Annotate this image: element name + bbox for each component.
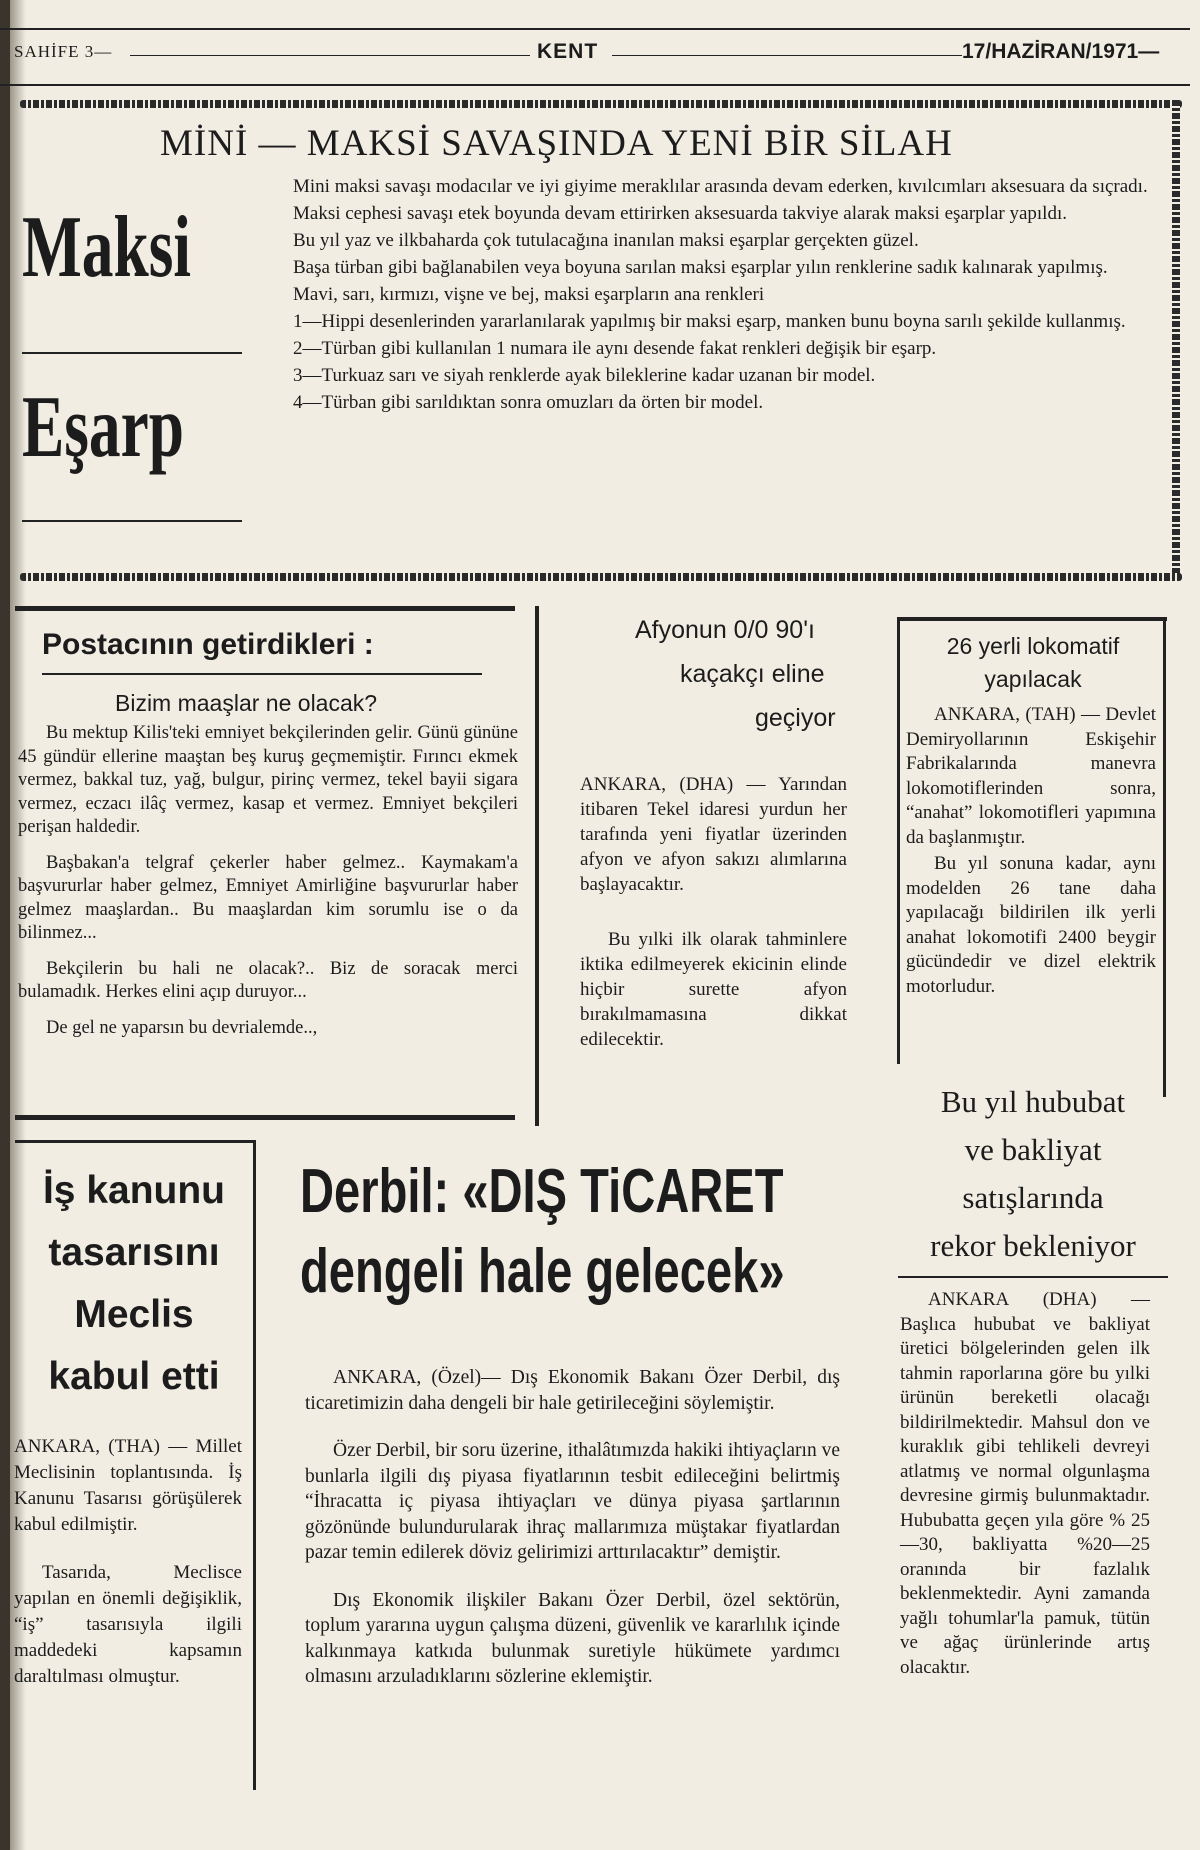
postman-body (18, 722, 518, 1042)
labor-headline (14, 1160, 254, 1408)
fashion-border-top (20, 100, 1182, 108)
harvest-headline-line: Bu yıl hububat (940, 1084, 1126, 1119)
fashion-paragraph: Bu yıl yaz ve ilkbaharda çok tutulacağına inanılan maksi eşarplar gerçekten güzel. (293, 230, 919, 251)
labor-headline-line: kabul etti (48, 1355, 220, 1398)
postman-title-underline (42, 673, 482, 675)
labor-headline-line: Meclis (74, 1293, 194, 1336)
postman-top-rule (15, 606, 515, 611)
side-title-divider (22, 352, 242, 354)
locomotive-top-rule (897, 617, 1167, 621)
fashion-paragraph: Mini maksi savaşı modacılar ve iyi giyime meraklılar arasında devam ederken, kıvılcımları aksesuara da sıçradı. (293, 176, 1148, 197)
derbil-headline-line: Derbil: «DIŞ TiCARET (300, 1157, 784, 1226)
paper-name: KENT (537, 40, 599, 63)
locomotive-left-rule (897, 617, 900, 1064)
issue-date: 17/HAZİRAN/1971— (962, 40, 1160, 63)
fashion-border-right (1172, 100, 1180, 580)
locomotive-body (906, 703, 1156, 1001)
afyon-paragraph: ANKARA, (DHA) — Yarından itibaren Tekel idaresi yurdun her tarafında yeni fiyatlar üzerinden afyon ve afyon sakızı alımlarına başlayacaktır. (580, 774, 847, 895)
harvest-headline-line: satışlarında (962, 1180, 1104, 1215)
locomotive-paragraph: ANKARA, (TAH) — Devlet Demiryollarının Eskişehir Fabrikalarında manevra lokomotiflerinden sonra, “anahat” lokomotifleri yapımına da başlanmıştır. (906, 704, 1156, 848)
masthead-line-left (130, 55, 530, 56)
labor-paragraph: ANKARA, (THA) — Millet Meclisinin toplantısında. İş Kanunu Tasarısı görüşülerek kabul edilmiştir. (14, 1436, 242, 1535)
derbil-body (305, 1365, 840, 1692)
side-title-divider-2 (22, 520, 242, 522)
postman-paragraph: De gel ne yaparsın bu devrialemde.., (46, 1017, 318, 1038)
locomotive-headline (903, 630, 1163, 696)
afyon-headline (580, 608, 880, 740)
page-binding-edge (0, 0, 10, 1850)
harvest-headline-line: ve bakliyat (964, 1132, 1102, 1167)
postman-subtitle: Bizim maaşlar ne olacak? (115, 690, 378, 716)
fashion-paragraph: Mavi, sarı, kırmızı, vişne ve bej, maksi eşarpların ana renkleri (293, 284, 765, 305)
labor-paragraph: Tasarıda, Meclisce yapılan en önemli değişiklik, “iş” tasarısıyla ilgili maddedeki kapsamın daraltılması olmuştur. (14, 1562, 242, 1687)
postman-right-rule (535, 606, 539, 1126)
harvest-body (900, 1288, 1150, 1682)
derbil-paragraph: Dış Ekonomik ilişkiler Bakanı Özer Derbil, özel sektörün, toplum yararına uygun çalışma düzeni, güvenlik ve kararlılık içinde kalkınmaya katkıda bulunmak suretiyle hükümete yardımcı olmasını arzuladıklarını sözlerine eklemiştir. (305, 1589, 840, 1687)
fashion-paragraph: 3—Turkuaz sarı ve siyah renklerde ayak bileklerine kadar uzanan bir model. (293, 365, 876, 386)
fashion-headline: MİNİ — MAKSİ SAVAŞINDA YENİ BİR SİLAH (160, 123, 953, 164)
locomotive-paragraph: Bu yıl sonuna kadar, aynı modelden 26 tane daha yapılacağı bildirilen ilk yerli anahat lokomotifi 2400 beygir gücündedir ve dizel elektrik motorludur. (906, 853, 1156, 997)
labor-headline-line: tasarısını (48, 1231, 220, 1274)
harvest-paragraph: ANKARA (DHA) — Başlıca hububat ve bakliyat üretici bölgelerinden gelen ilk tahmin raporlarına göre bu yılki ürünün bereketli olacağı bildirilmektedir. Mahsul don ve kuraklık gibi tehlikeli devreyi atlatmış ve normal olgunlaşma devresine girmiş bulunmaktadır. Hububatta geçen yıla göre % 25—30, bakliyatta %20—25 oranında bir fazlalık beklenmektedir. Ayni zamanda yağlı tohumlar'la pamuk, tütün ve ağaç ürünlerinde artış olacaktır. (900, 1289, 1150, 1678)
derbil-paragraph: Özer Derbil, bir soru üzerine, ithalâtımızda hakiki ihtiyaçların ve bunlarla ilgili dış piyasa fiyatlarının tesbit edileceğini belirtmiş “İhracatta iç piyasa ihtiyaçları ve dünya piyasa şartlarının gözönünde bulundurularak ihraç mallarımıza müştakar fiyatlardan pazar temin edilerek döviz gelirimizi arttırılacaktır” demiştir. (305, 1440, 840, 1563)
side-title-maksi: Maksi (22, 199, 191, 296)
locomotive-headline-line: 26 yerli lokomatif (946, 633, 1120, 659)
fashion-paragraph: 2—Türban gibi kullanılan 1 numara ile aynı desende fakat renkleri değişik bir eşarp. (293, 338, 937, 359)
postman-paragraph: Bu mektup Kilis'teki emniyet bekçilerinden gelir. Günü gününe 45 gündür ellerine maaştan beş kuruş geçmemiştir. Fırıncı ekmek vermez, bakkal tuz, yağ, bulgur, pirinç vermez, tekel bayii sigara vermez, eczacı ilâç vermez, kasap et vermez. Emniyet bekçileri perişan haldedir. (18, 723, 518, 837)
derbil-paragraph: ANKARA, (Özel)— Dış Ekonomik Bakanı Özer Derbil, dış ticaretimizin daha dengeli bir hale getirileceğini söylemiştir. (305, 1367, 840, 1414)
afyon-headline-line: geçiyor (755, 704, 836, 732)
afyon-body (580, 772, 847, 1054)
locomotive-right-rule (1163, 617, 1166, 1097)
afyon-headline-line: kaçakçı eline (680, 660, 825, 688)
postman-paragraph: Bekçilerin bu hali ne olacak?.. Biz de soracak merci bulamadık. Herkes elini açıp duruyor... (18, 958, 518, 1002)
postman-section-title: Postacının getirdikleri : (42, 628, 374, 661)
fashion-paragraph: Başa türban gibi bağlanabilen veya boyuna sarılan maksi eşarplar yılın renklerine sadık kalınarak yapılmış. (293, 257, 1108, 278)
harvest-headline-rule (898, 1276, 1168, 1278)
afyon-headline-line: Afyonun 0/0 90'ı (635, 616, 815, 644)
postman-paragraph: Başbakan'a telgraf çekerler haber gelmez.. Kaymakam'a başvururlar haber gelmez, Emniyet Amirliğine başvururlar haber gelmez maaşlardan.. Bu maaşlardan kim sorumlu ise o da bilinmez... (18, 852, 518, 943)
harvest-headline-line: rekor bekleniyor (930, 1228, 1136, 1263)
page-label: SAHİFE 3— (14, 42, 113, 61)
fashion-paragraph: 4—Türban gibi sarıldıktan sonra omuzları da örten bir model. (293, 392, 764, 413)
masthead-top-rule (0, 28, 1190, 30)
locomotive-headline-line: yapılacak (984, 666, 1082, 692)
fashion-border-bottom (20, 573, 1182, 581)
fashion-body (265, 174, 1150, 417)
fashion-paragraph: Maksi cephesi savaşı etek boyunda devam ettirirken aksesuarda takviye alarak maksi eşarplar yapıldı. (293, 203, 1067, 224)
fashion-paragraph: 1—Hippi desenlerinden yararlanılarak yapılmış bir maksi eşarp, manken bunu boyna sarılı şekilde kullanmış. (293, 311, 1126, 332)
side-title-esarp: Eşarp (22, 379, 184, 476)
masthead-bar (0, 36, 1190, 76)
labor-body (14, 1434, 242, 1692)
derbil-headline (300, 1152, 860, 1312)
postman-bottom-rule (15, 1115, 515, 1120)
derbil-headline-line: dengeli hale gelecek» (300, 1237, 785, 1306)
afyon-paragraph: Bu yılki ilk olarak tahminlere iktika edilmeyerek ekicinin elinde hiçbir surette afyon bırakılmamasına dikkat edilecektir. (580, 929, 847, 1050)
masthead-bottom-rule (0, 84, 1190, 86)
masthead-line-right (612, 55, 962, 56)
harvest-headline (898, 1078, 1168, 1270)
labor-top-rule (15, 1140, 255, 1143)
labor-headline-line: İş kanunu (42, 1169, 226, 1212)
